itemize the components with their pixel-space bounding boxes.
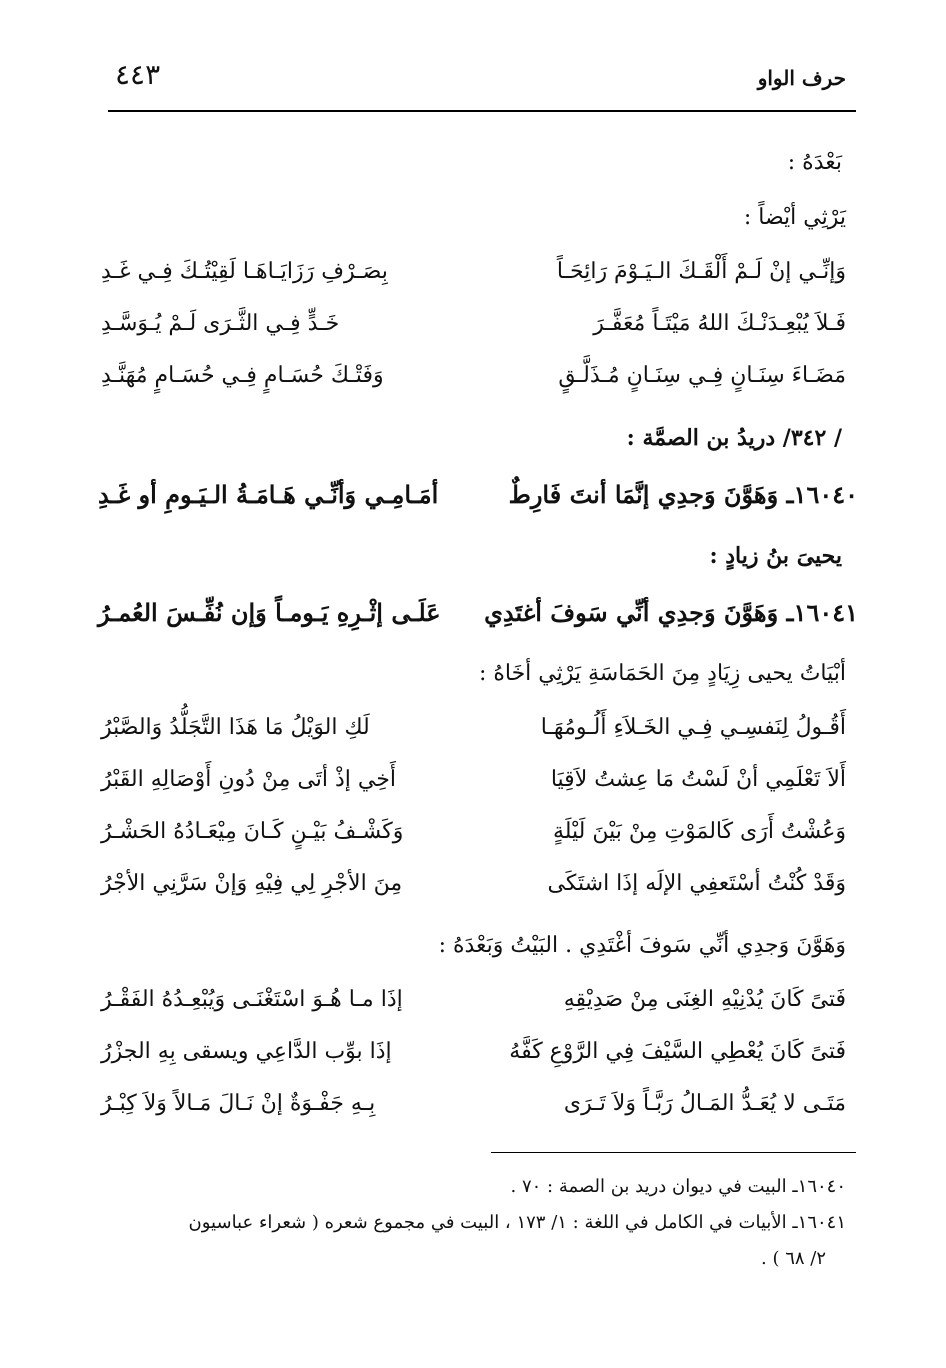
verse (101, 1039, 846, 1083)
verse (101, 767, 846, 811)
verse (101, 311, 846, 355)
hemistich-second: إذَا مـا هُـوَ اسْتَغْنَـى وَيُبْعِـدُهُ الفَقْـرُ (101, 987, 403, 1012)
hemistich-second: أمَـامِـي وَأنِّـي هَـامَـةُ الـيَـومِ أو غَـدِ (98, 480, 439, 509)
hemistich-second: أَخِي إذْ أتَى مِنْ دُونِ أَوْصَالِهِ القَبْرُ (101, 767, 396, 792)
verse (101, 871, 846, 915)
section-heading: / ٣٤٢/ دريدُ بن الصمَّة : (626, 425, 842, 451)
page-number: ٤٤٣ (115, 58, 161, 91)
section-heading: يحيىَ بنُ زيادٍ : (709, 543, 842, 569)
hemistich-second: لَكِ الوَيْلُ مَا هَذَا التَّجَلُّدُ وَالصَّبْرُ (101, 715, 370, 740)
verse (101, 259, 846, 303)
verse (101, 819, 846, 863)
intro-line: بَعْدَهُ : (787, 150, 842, 175)
verse-numbered (98, 480, 858, 524)
hemistich-second: عَلَـى إثْـرِهِ يَـومـاً وَإن نُفِّـسَ العُمـرُ (98, 598, 441, 627)
hemistich-first: فَـلاَ يُبْعِـدَنْـكَ اللهُ مَيْتَـاً مُعَفَّـرَ (593, 311, 846, 336)
verse (101, 987, 846, 1031)
hemistich-second: بِـهِ جَفْـوَةٌ إنْ نَـالَ مَـالاً وَلاَ كِبْـرُ (101, 1091, 376, 1116)
hemistich-second: وَكَشْـفُ بَيْـنٍ كَـانَ مِيْعَـادُهُ الحَشْـرُ (101, 819, 404, 844)
hemistich-first: وَعُشْتُ أَرَى كَالمَوْتِ مِنْ بَيْنَ لَيْلَةٍ (552, 819, 846, 844)
verse (101, 715, 846, 759)
hemistich-first: فَتىً كَانَ يُدْنِيْهِ الغِنَى مِنْ صَدِيْقِهِ (563, 987, 846, 1012)
hemistich-first: مَتَـى لا يُعَـدُّ المَـالُ رَبَّـاً وَلاَ تَـرَى (563, 1091, 846, 1116)
hemistich-first: ١٦٠٤٠ـ وَهَوَّنَ وَجدِي إنَّمَا أنتَ فَارِطٌ (508, 480, 858, 509)
intro-line: أبْيَاتُ يحيى زِيَادٍ مِنَ الحَمَاسَةِ يَرْثِي أخَاهُ : (478, 661, 846, 686)
verse (101, 363, 846, 407)
footnote-rule (491, 1152, 856, 1153)
footnote-continuation: ٢/ ٦٨ ) . (761, 1248, 826, 1269)
hemistich-second: مِنَ الأجْرِ لِي فِيْهِ وَإنْ سَرَّنِي الأجْرُ (101, 871, 403, 896)
hemistich-second: بِصَـرْفِ رَزَايَـاهَـا لَقِيْتُـكَ فِـي غَـدِ (101, 259, 388, 284)
verse-numbered (98, 598, 858, 642)
hemistich-second: إذَا بوِّب الدَّاعِي ويسقى بِهِ الجزْرُ (101, 1039, 392, 1064)
hemistich-first: فَتىً كَانَ يُعْطِي السَّيْفَ فِي الرَّوْعِ كَفَّهُ (509, 1039, 846, 1064)
hemistich-first: أَلاَ تَعْلَمِي أنْ لَسْتُ مَا عِشتُ لاَقِيَا (550, 767, 846, 792)
hemistich-second: خَـدٍّ فِـي الثَّـرَى لَـمْ يُـوَسَّـدِ (101, 311, 340, 336)
running-header-chapter: حرف الواو (757, 66, 846, 90)
footnote: ١٦٠٤٠ـ البيت في ديوان دريد بن الصمة : ٧٠ . (510, 1176, 846, 1197)
intro-line: وَهَوَّنَ وَجدِي أنِّي سَوفَ أغْتَدِي . البَيْتُ وَبَعْدَهُ : (438, 933, 846, 958)
footnote: ١٦٠٤١ـ الأبيات في الكامل في اللغة : ١/ ١٧٣ ، البيت في مجموع شعره ( شعراء عباسيون (188, 1212, 846, 1233)
hemistich-first: وَقَدْ كُنْتُ أسْتَعفِي الإلَه إذَا اشتَكَى (547, 871, 846, 896)
hemistich-first: أَقُـولُ لِنَفسِـي فِـي الخَـلاَءِ أَلُـومُهَـا (540, 715, 846, 740)
hemistich-first: ١٦٠٤١ـ وَهَوَّنَ وَجدِي أنِّي سَوفَ أغتَدِي (484, 598, 858, 627)
hemistich-second: وَفَتْـكَ حُسَـامٍ فِـي حُسَـامٍ مُهَنَّـدِ (101, 363, 384, 388)
hemistich-first: وَإنِّـي إنْ لَـمْ أَلْقَـكَ الـيَـوْمَ رَائِحَـاً (556, 259, 846, 284)
verse (101, 1091, 846, 1135)
hemistich-first: مَضَـاءَ سِنَـانٍ فِـي سِنَـانٍ مُـذَلَّـقٍ (558, 363, 846, 388)
header-rule (108, 110, 856, 112)
intro-line: يَرْثِي أيْضاً : (743, 205, 846, 230)
